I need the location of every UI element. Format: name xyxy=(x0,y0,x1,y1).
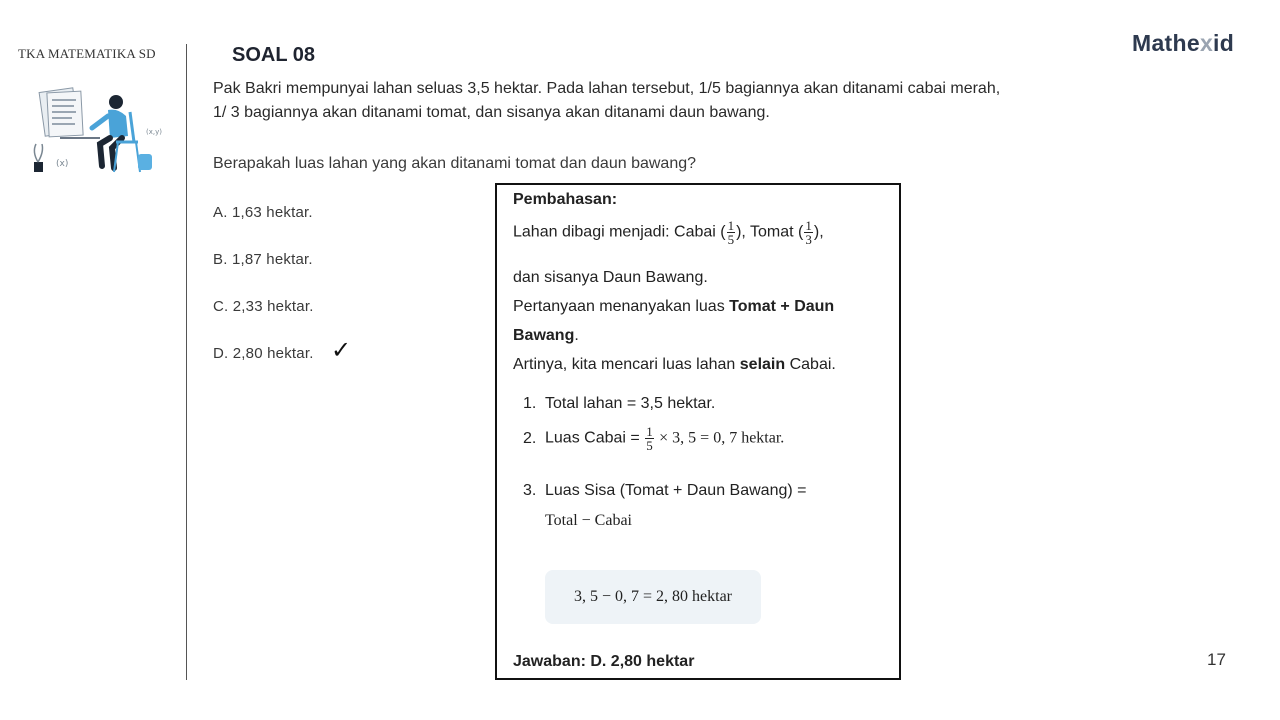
explanation-box xyxy=(495,183,901,680)
question-ask: Berapakah luas lahan yang akan ditanami tomat dan daun bawang? xyxy=(213,155,697,172)
course-label: TKA MATEMATIKA SD xyxy=(18,46,156,61)
fraction-step2: $\frac{1}{5}$ xyxy=(646,424,653,453)
brand-logo xyxy=(1132,30,1234,57)
split-line: Lahan dibagi menjadi: Cabai ( $\frac{1}{5}$ ), Tomat ( $\frac{1}{3}$ ), xyxy=(513,218,824,247)
option-c: C. 2,33 hektar. xyxy=(213,298,314,315)
asks-line: Pertanyaan menanyakan luas Tomat + Daun xyxy=(513,298,835,315)
svg-text:(x,y): (x,y) xyxy=(146,128,162,136)
step-2: 2. Luas Cabai = $\frac{1}{5}$ × 3, 5 = 0, 7 hektar. xyxy=(523,424,785,453)
result-box: 3, 5 − 0, 7 = 2, 80 hektar xyxy=(545,570,761,624)
split-line-2: dan sisanya Daun Bawang. xyxy=(513,269,708,286)
brand-logo-x: x xyxy=(1199,30,1214,56)
option-d: D. 2,80 hektar. xyxy=(213,345,314,362)
asks-line-2: Bawang. xyxy=(513,327,579,344)
student-studying-illustration xyxy=(30,82,160,178)
question-text: Pak Bakri mempunyai lahan seluas 3,5 hektar. Pada lahan tersebut, 1/5 bagiannya akan ditanami cabai merah, 1/ 3 bagiannya akan ditanami tomat, dan sisanya akan ditanami daun bawang. xyxy=(213,80,1001,121)
option-b: B. 1,87 hektar. xyxy=(213,251,313,268)
explanation-heading: Pembahasan: xyxy=(513,191,618,208)
step-3: 3. Luas Sisa (Tomat + Daun Bawang) = xyxy=(523,482,807,499)
fraction-tomat: $\frac{1}{3}$ xyxy=(805,218,812,247)
option-a: A. 1,63 hektar. xyxy=(213,204,313,221)
answer-line: Jawaban: D. 2,80 hektar xyxy=(513,653,695,670)
correct-check-icon: ✓ xyxy=(331,337,352,364)
fraction-cabai: $\frac{1}{5}$ xyxy=(727,218,735,247)
brand-logo-main: Mathe xyxy=(1132,30,1200,56)
question-title: SOAL 08 xyxy=(232,44,315,66)
page-number: 17 xyxy=(1207,650,1226,669)
meaning-line: Artinya, kita mencari luas lahan selain Cabai. xyxy=(513,356,836,373)
step-1: 1. Total lahan = 3,5 hektar. xyxy=(523,395,716,412)
step-3-formula: Total − Cabai xyxy=(545,512,632,529)
svg-text:(x): (x) xyxy=(56,159,69,169)
vertical-divider xyxy=(186,44,187,680)
brand-logo-id: id xyxy=(1213,30,1235,56)
